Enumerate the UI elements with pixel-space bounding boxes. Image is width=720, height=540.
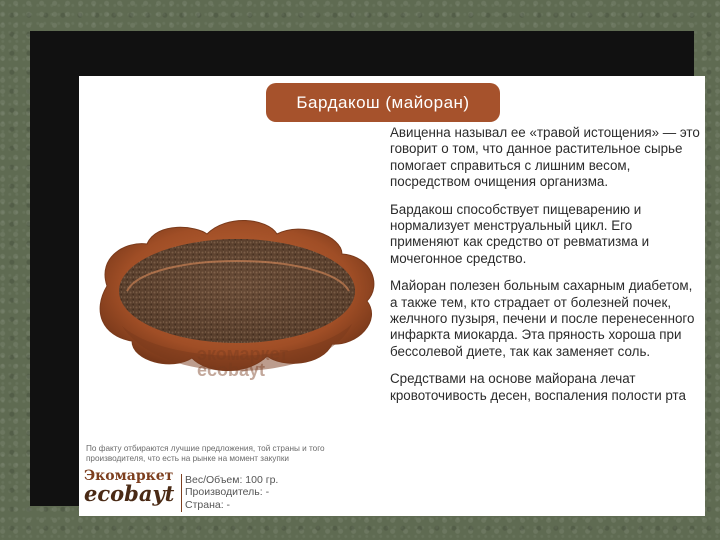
ecobayt-logo: [84, 469, 176, 504]
slide: [79, 76, 705, 516]
paragraph-4: Средствами на основе майорана лечат кровоточивость десен, воспаления полости рта: [390, 371, 686, 403]
paragraph-3: Майоран полезен больным сахарным диабетом, а также тем, кто страдает от болезней почек, желчного пузыря, печени и после перенесенного инфаркта миокарда. Эта пряность хороша при бессолевой диете, так как заменяет соль.: [390, 278, 695, 359]
logo-line1: Экомаркет: [84, 468, 174, 484]
slide-frame: [30, 31, 700, 511]
slide-title: Бардакош (майоран): [266, 83, 500, 122]
paragraph-2: Бардакош способствует пищеварению и нормализует менструальный цикл. Его применяют как средство от ревматизма и мочегонное средство.: [390, 201, 650, 266]
watermark-line2: ecobayt: [197, 360, 266, 380]
spec-weight: Вес/Объем: 100 гр.: [185, 474, 279, 486]
product-specs: [185, 474, 278, 511]
watermark-line1: экомаркет: [197, 344, 289, 364]
paragraph-1: Авиценна называл ее «травой истощения» — это говорит о том, что данное растительное сырье помогает справиться с лишним весом, посредством очищения организма.: [390, 125, 700, 190]
promo-note: По факту отбираются лучшие предложения, той страны и того производителя, что есть на рынке на момент закупки: [86, 444, 325, 463]
watermark: [197, 346, 288, 378]
spec-manufacturer: Производитель: -: [185, 486, 270, 499]
logo-divider: [181, 474, 182, 512]
description-text: [390, 125, 702, 415]
spec-country: Страна: -: [185, 498, 231, 511]
logo-line2: ecobayt: [84, 481, 175, 506]
